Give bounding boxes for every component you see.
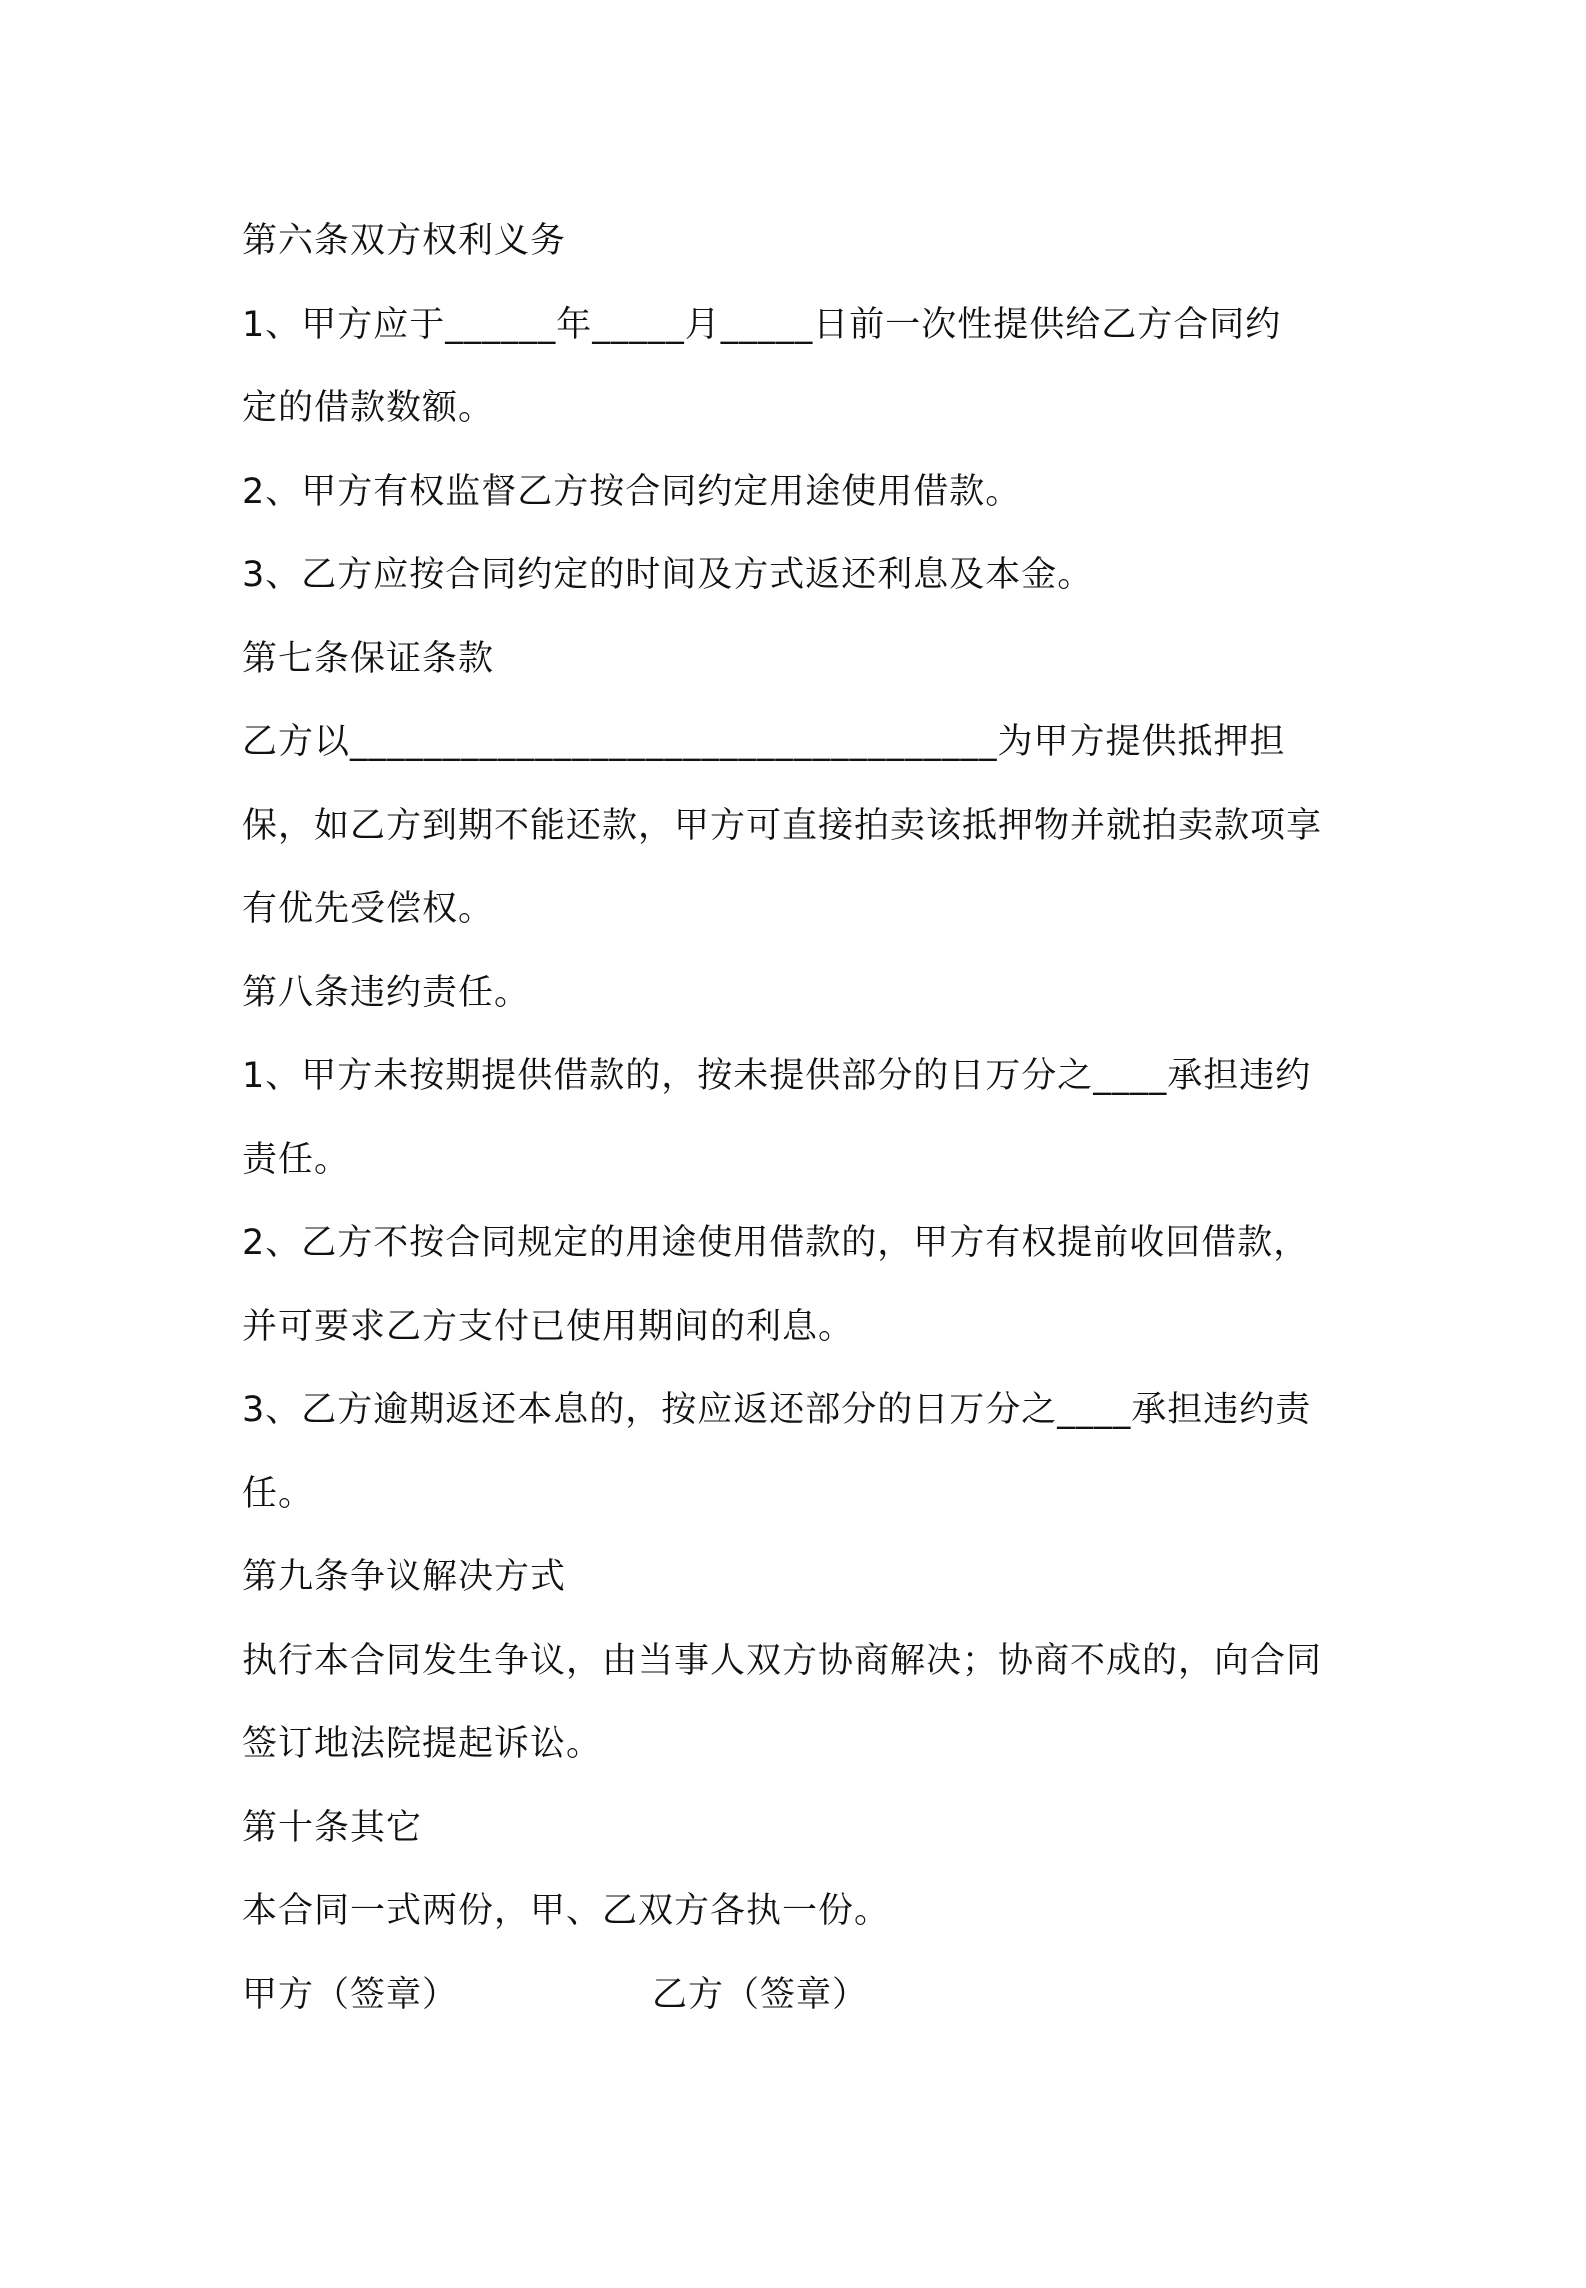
article-8-clause-3-line-2: 任。 xyxy=(242,1473,315,1514)
article-8-clause-3-line-1: 3、乙方逾期返还本息的，按应返还部分的日万分之____承担违约责 xyxy=(242,1390,1312,1430)
article-8-heading: 第八条违约责任。 xyxy=(242,972,531,1013)
article-7-text-line-2: 保，如乙方到期不能还款，甲方可直接拍卖该抵押物并就拍卖款项享 xyxy=(242,805,1323,846)
article-9-heading: 第九条争议解决方式 xyxy=(242,1557,567,1597)
article-8-clause-1-line-1: 1、甲方未按期提供借款的，按未提供部分的日万分之____承担违约 xyxy=(242,1056,1312,1096)
article-8-clause-2-line-2: 并可要求乙方支付已使用期间的利息。 xyxy=(242,1306,855,1347)
article-7-text-line-3: 有优先受偿权。 xyxy=(242,889,495,929)
article-8-clause-1-line-2: 责任。 xyxy=(242,1139,351,1180)
article-6-clause-2: 2、甲方有权监督乙方按合同约定用途使用借款。 xyxy=(242,471,1022,512)
article-6-clause-1-line-1: 1、甲方应于______年_____月_____日前一次性提供给乙方合同约 xyxy=(242,304,1282,345)
article-6-clause-3: 3、乙方应按合同约定的时间及方式返还利息及本金。 xyxy=(242,555,1094,595)
article-8-clause-2-line-1: 2、乙方不按合同规定的用途使用借款的，甲方有权提前收回借款， xyxy=(242,1223,1310,1263)
party-a-signature-label: 甲方（签章） xyxy=(242,1974,459,2015)
article-7-heading: 第七条保证条款 xyxy=(242,638,495,679)
signature-row xyxy=(242,1954,1352,2038)
article-6-heading: 第六条双方权利义务 xyxy=(242,221,567,261)
article-10-heading: 第十条其它 xyxy=(242,1807,423,1848)
contract-page xyxy=(242,200,1352,2037)
party-b-signature-label: 乙方（签章） xyxy=(652,1974,869,2015)
article-9-text-line-2: 签订地法院提起诉讼。 xyxy=(242,1724,603,1764)
article-9-text-line-1: 执行本合同发生争议，由当事人双方协商解决；协商不成的，向合同 xyxy=(242,1640,1323,1681)
article-6-clause-1-line-2: 定的借款数额。 xyxy=(242,388,495,428)
article-7-text-line-1: 乙方以___________________________________为甲方提供抵押担 xyxy=(242,722,1286,762)
article-10-text: 本合同一式两份，甲、乙双方各执一份。 xyxy=(242,1891,891,1931)
